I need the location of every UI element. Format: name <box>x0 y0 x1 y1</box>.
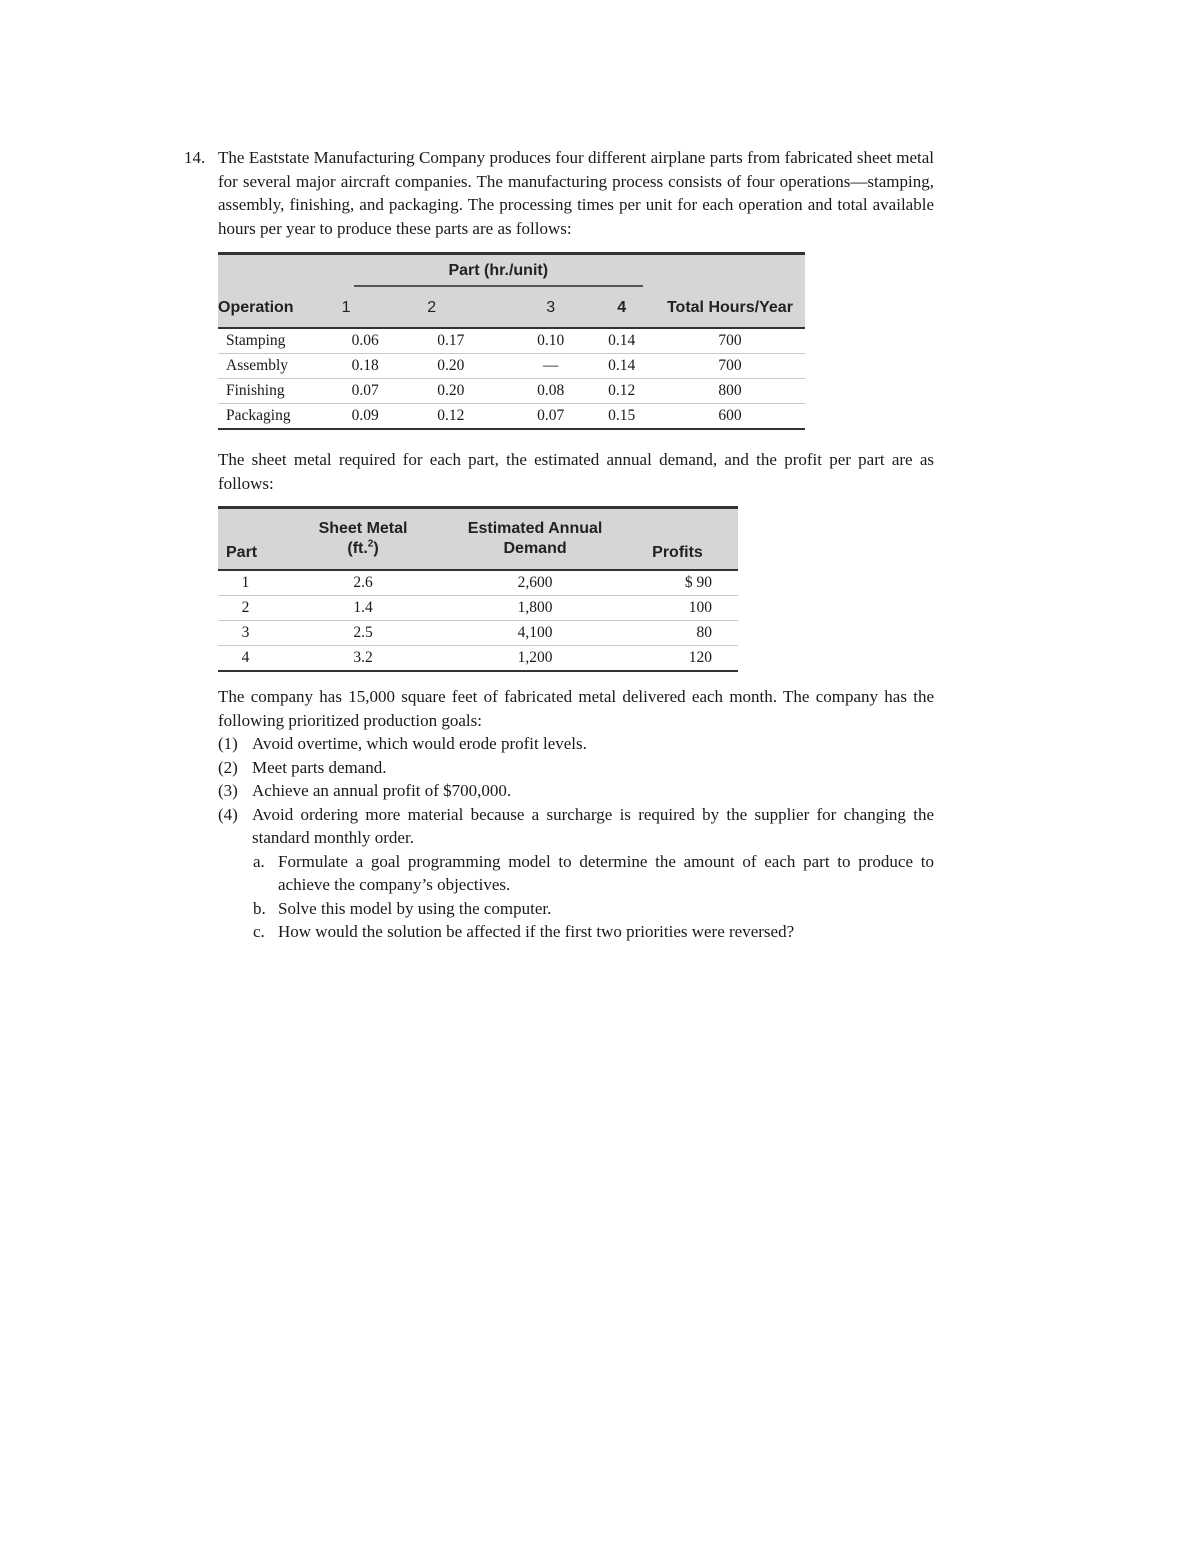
question-item: c. How would the solution be affected if the first two priorities were reversed? <box>253 922 795 941</box>
company-text: The company has 15,000 square feet of fabricated metal delivered each month. The company has the following prioritized production goals: <box>218 687 934 730</box>
col-estimated-demand: Estimated Annual Demand <box>453 508 617 571</box>
col-part-1: 1 <box>342 289 428 328</box>
table-row: 1 2.6 2,600 $ 90 <box>218 570 738 596</box>
table-row: Assembly 0.18 0.20 — 0.14 700 <box>218 354 805 379</box>
col-part: Part <box>218 508 273 571</box>
table-row: 3 2.5 4,100 80 <box>218 621 738 646</box>
sheet-metal-intro: The sheet metal required for each part, the estimated annual demand, and the profit per part are as follows: <box>218 450 934 493</box>
table-row: 2 1.4 1,800 100 <box>218 596 738 621</box>
part-group-header: Part (hr./unit) <box>342 254 655 290</box>
question-item: a. Formulate a goal programming model to determine the amount of each part to produce to achieve the company’s objectives. <box>253 851 934 894</box>
table-row: Finishing 0.07 0.20 0.08 0.12 800 <box>218 379 805 404</box>
problem-number: 14. <box>184 148 206 167</box>
list-item: (2) Meet parts demand. <box>218 757 387 777</box>
list-item: (4) Avoid ordering more material because a surcharge is required by the supplier for changing the standard monthly order. <box>218 804 934 847</box>
table-row: Packaging 0.09 0.12 0.07 0.15 600 <box>218 404 805 430</box>
parts-table <box>218 506 738 672</box>
operations-table <box>218 252 805 434</box>
problem-intro: The Eaststate Manufacturing Company produces four different airplane parts from fabricated sheet metal for several major aircraft companies. The manufacturing process consists of four operations—stamping, assembly, finishing, and packaging. The processing times per unit for each operation and total available hours per year to produce these parts are as follows: <box>218 148 934 238</box>
table-row: 4 3.2 1,200 120 <box>218 646 738 672</box>
goal-list <box>218 732 934 944</box>
col-operation: Operation <box>218 289 342 328</box>
col-part-3: 3 <box>513 289 589 328</box>
col-sheet-metal: Sheet Metal (ft.$^2$) <box>273 508 453 571</box>
col-total-hours: Total Hours/Year <box>655 289 805 328</box>
list-item: (1) Avoid overtime, which would erode profit levels. <box>218 734 587 753</box>
list-item: (3) Achieve an annual profit of $700,000. <box>218 781 512 800</box>
table-row: Stamping 0.06 0.17 0.10 0.14 700 <box>218 328 805 354</box>
col-part-2: 2 <box>427 289 513 328</box>
col-part-4: 4 <box>588 289 654 328</box>
question-item: b. Solve this model by using the computer. <box>253 898 552 918</box>
col-profits: Profits <box>617 508 738 571</box>
